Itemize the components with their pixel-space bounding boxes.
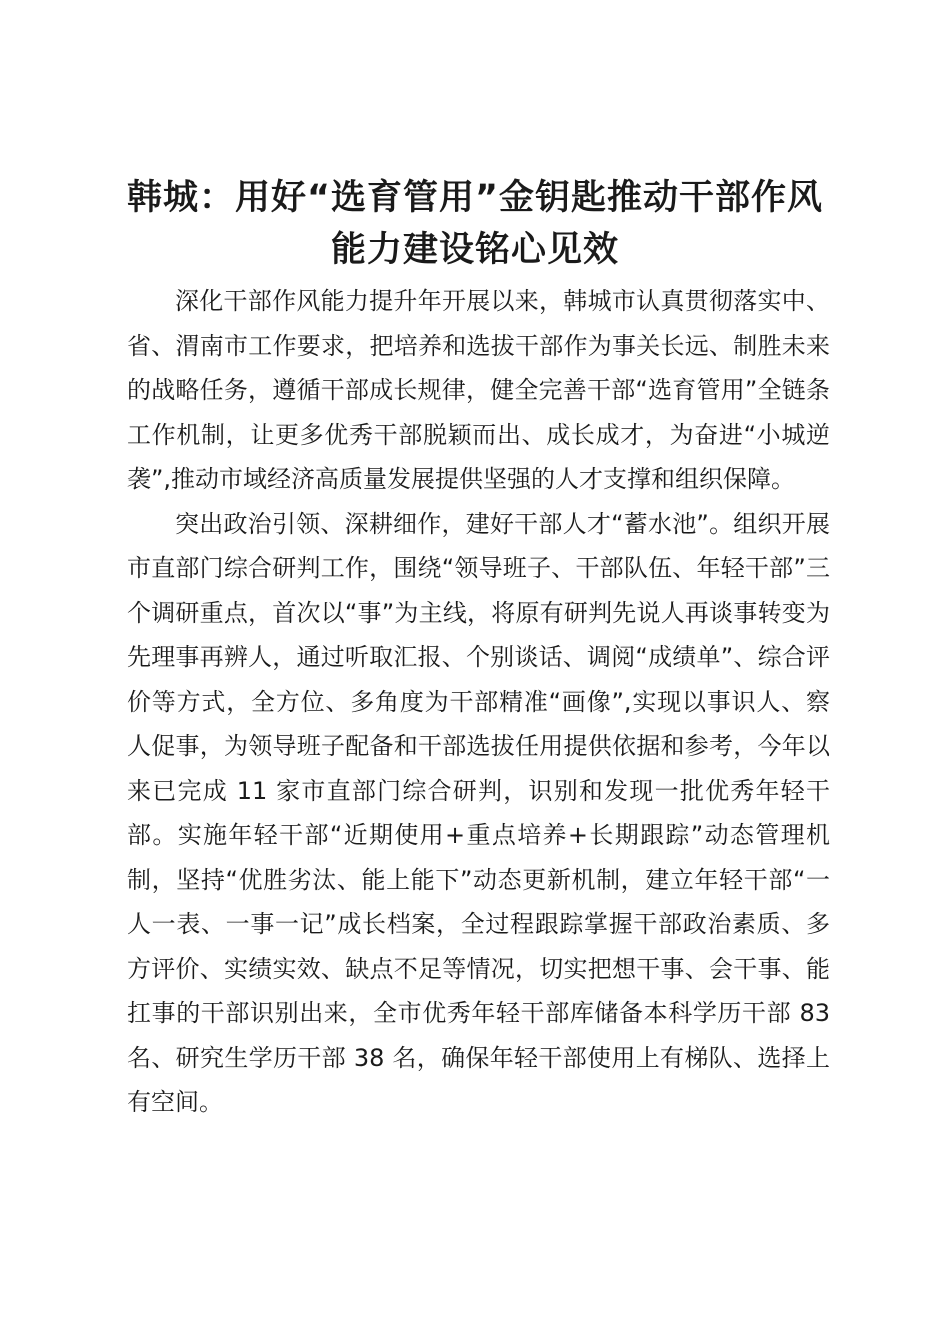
paragraph-1: 深化干部作风能力提升年开展以来，韩城市认真贯彻落实中、省、渭南市工作要求，把培养和选拔干部作为事关长远、制胜未来的战略任务，遵循干部成长规律，健全完善干部“选育管用”全链条工作机制，让更多优秀干部脱颖而出、成长成才，为奋进“小城逆袭”,推动市域经济高质量发展提供坚强的人才支撑和组织保障。	[127, 287, 830, 493]
paragraph-2: 突出政治引领、深耕细作，建好干部人才“蓄水池”。组织开展市直部门综合研判工作，围绕“领导班子、干部队伍、年轻干部”三个调研重点，首次以“事”为主线，将原有研判先说人再谈事转变为先理事再辨人，通过听取汇报、个别谈话、调阅“成绩单”、综合评价等方式，全方位、多角度为干部精准“画像”,实现以事识人、察人促事，为领导班子配备和干部选拔任用提供依据和参考，今年以来已完成 11 家市直部门综合研判，识别和发现一批优秀年轻干部。实施年轻干部“近期使用+重点培养+长期跟踪”动态管理机制，坚持“优胜劣汰、能上能下”动态更新机制，建立年轻干部“一人一表、一事一记”成长档案，全过程跟踪掌握干部政治素质、多方评价、实绩实效、缺点不足等情况，切实把想干事、会干事、能扛事的干部识别出来，全市优秀年轻干部库储备本科学历干部 83 名、研究生学历干部 38 名，确保年轻干部使用上有梯队、选择上有空间。	[127, 509, 830, 1116]
document-body	[127, 279, 830, 1125]
document-title: 韩城：用好“选育管用”金钥匙推动干部作风能力建设铭心见效	[126, 178, 823, 270]
